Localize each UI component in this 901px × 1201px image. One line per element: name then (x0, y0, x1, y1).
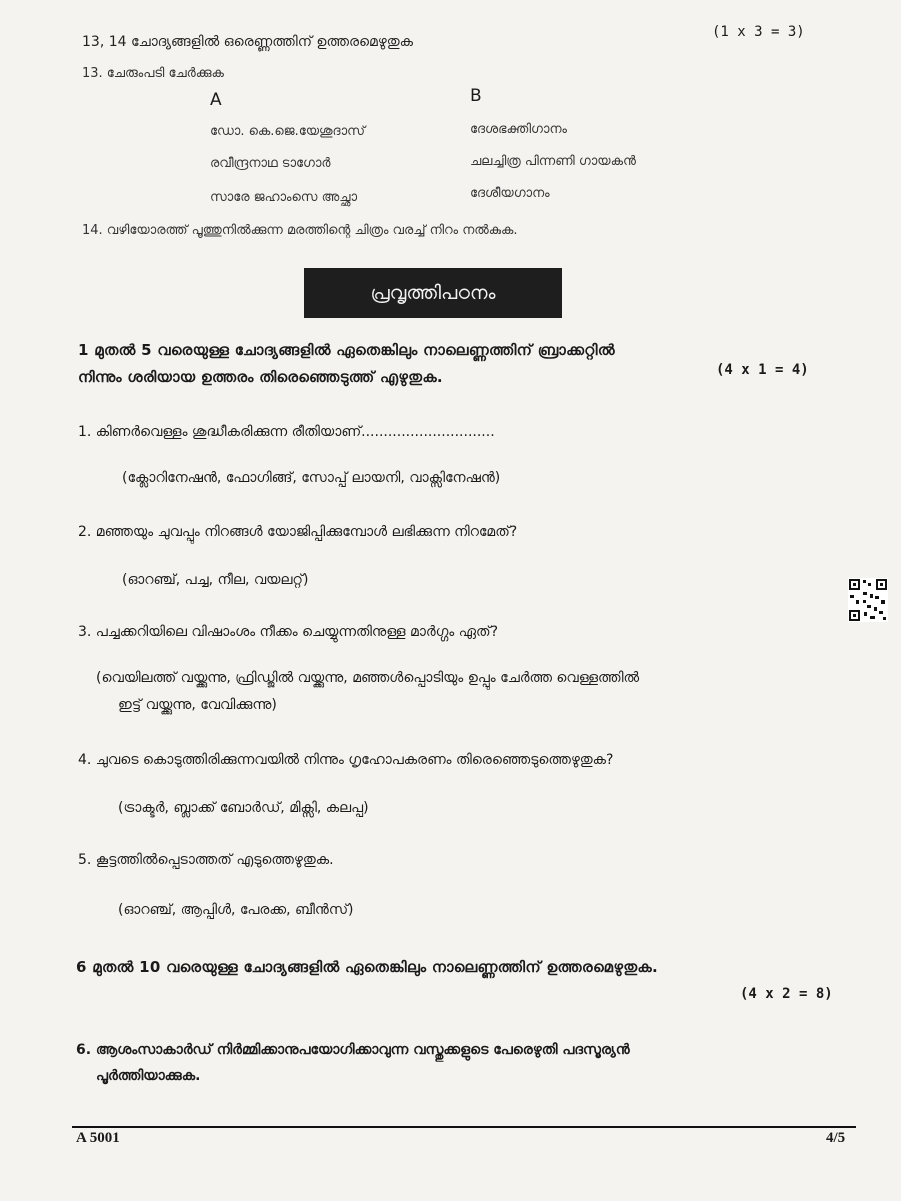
match-a-item: സാരേ ജഹാംസെ അച്ഛാ (210, 190, 358, 205)
question-1: 1. കിണർവെള്ളം ശുദ്ധീകരിക്കുന്ന രീതിയാണ്.............................. (78, 424, 495, 440)
question-6-line1: 6. ആശംസാകാർഡ് നിർമ്മിക്കാനുപയോഗിക്കാവുന്ന വസ്തുക്കളുടെ പേരെഴുതി പദസൂര്യൻ (76, 1042, 630, 1058)
section-header: 13, 14 ചോദ്യങ്ങളിൽ ഒരെണ്ണത്തിന് ഉത്തരമെഴുതുക (82, 34, 413, 50)
match-b-item: ദേശഭക്തിഗാനം (470, 122, 567, 137)
question-4: 4. ചുവടെ കൊടുത്തിരിക്കുന്നവയിൽ നിന്നും ഗൃഹോപകരണം തിരെഞ്ഞെടുത്തെഴുതുക? (78, 752, 614, 768)
question-3-options: (വെയിലത്ത് വയ്ക്കുന്നു, ഫ്രിഡ്ജിൽ വയ്ക്കുന്നു, മഞ്ഞൾപ്പൊടിയും ഉപ്പും ചേർത്ത വെള്ളത്തിൽ (96, 670, 640, 686)
question-6-line2: പൂർത്തിയാക്കുക. (96, 1068, 201, 1084)
page-number: 4/5 (826, 1130, 846, 1146)
question-5-options: (ഓറഞ്ച്, ആപ്പിൾ, പേരക്ക, ബീൻസ്) (118, 902, 354, 918)
part2-instruction: 6 മുതൽ 10 വരെയുള്ള ചോദ്യങ്ങളിൽ ഏതെങ്കിലും നാലെണ്ണത്തിന് ഉത്തരമെഴുതുക. (76, 958, 659, 976)
qr-code-icon (848, 578, 888, 622)
question-13: 13. ചേരുംപടി ചേർക്കുക (82, 66, 224, 81)
footer-rule (72, 1126, 856, 1128)
question-2: 2. മഞ്ഞയും ചുവപ്പും നിറങ്ങൾ യോജിപ്പിക്കുമ്പോൾ ലഭിക്കുന്ന നിറമേത്? (78, 524, 518, 540)
match-b-item: ചലച്ചിത്ര പിന്നണി ഗായകൻ (470, 154, 636, 169)
part1-marks: (4 x 1 = 4) (716, 362, 809, 378)
part1-instruction-line1: 1 മുതൽ 5 വരെയുള്ള ചോദ്യങ്ങളിൽ ഏതെങ്കിലും നാലെണ്ണത്തിന് ബ്രാക്കറ്റിൽ (78, 341, 615, 359)
question-2-options: (ഓറഞ്ച്, പച്ച, നീല, വയലറ്റ്) (122, 572, 309, 588)
match-a-item: രവീന്ദ്രനാഥ ടാഗോർ (210, 156, 331, 171)
part1-instruction-line2: നിന്നും ശരിയായ ഉത്തരം തിരെഞ്ഞെടുത്ത് എഴുതുക. (78, 368, 443, 386)
question-5: 5. കൂട്ടത്തിൽപ്പെടാത്തത് എടുത്തെഴുതുക. (78, 852, 334, 868)
section-marks: (1 x 3 = 3) (712, 24, 805, 40)
section-banner: പ്രവൃത്തിപഠനം (304, 268, 562, 318)
question-14: 14. വഴിയോരത്ത് പൂത്തുനിൽക്കുന്ന മരത്തിന്റെ ചിത്രം വരച്ച് നിറം നൽകുക. (82, 223, 518, 238)
match-b-item: ദേശീയഗാനം (470, 186, 550, 201)
paper-code: A 5001 (76, 1130, 120, 1146)
match-a-item: ഡോ. കെ.ജെ.യേശുദാസ് (210, 124, 365, 139)
part2-marks: (4 x 2 = 8) (740, 986, 833, 1002)
question-3: 3. പച്ചക്കറിയിലെ വിഷാംശം നീക്കം ചെയ്യുന്നതിനുള്ള മാർഗ്ഗം ഏത്? (78, 624, 498, 640)
column-b-heading: B (470, 86, 482, 106)
question-4-options: (ട്രാക്ടർ, ബ്ലാക്ക് ബോർഡ്, മിക്സി, കലപ്പ) (118, 800, 369, 816)
question-1-options: (ക്ലോറിനേഷൻ, ഫോഗിങ്ങ്, സോപ്പ് ലായനി, വാക്സിനേഷൻ) (122, 470, 501, 486)
column-a-heading: A (210, 90, 222, 110)
question-3-options-cont: ഇട്ട് വയ്ക്കുന്നു, വേവിക്കുന്നു) (118, 697, 277, 713)
